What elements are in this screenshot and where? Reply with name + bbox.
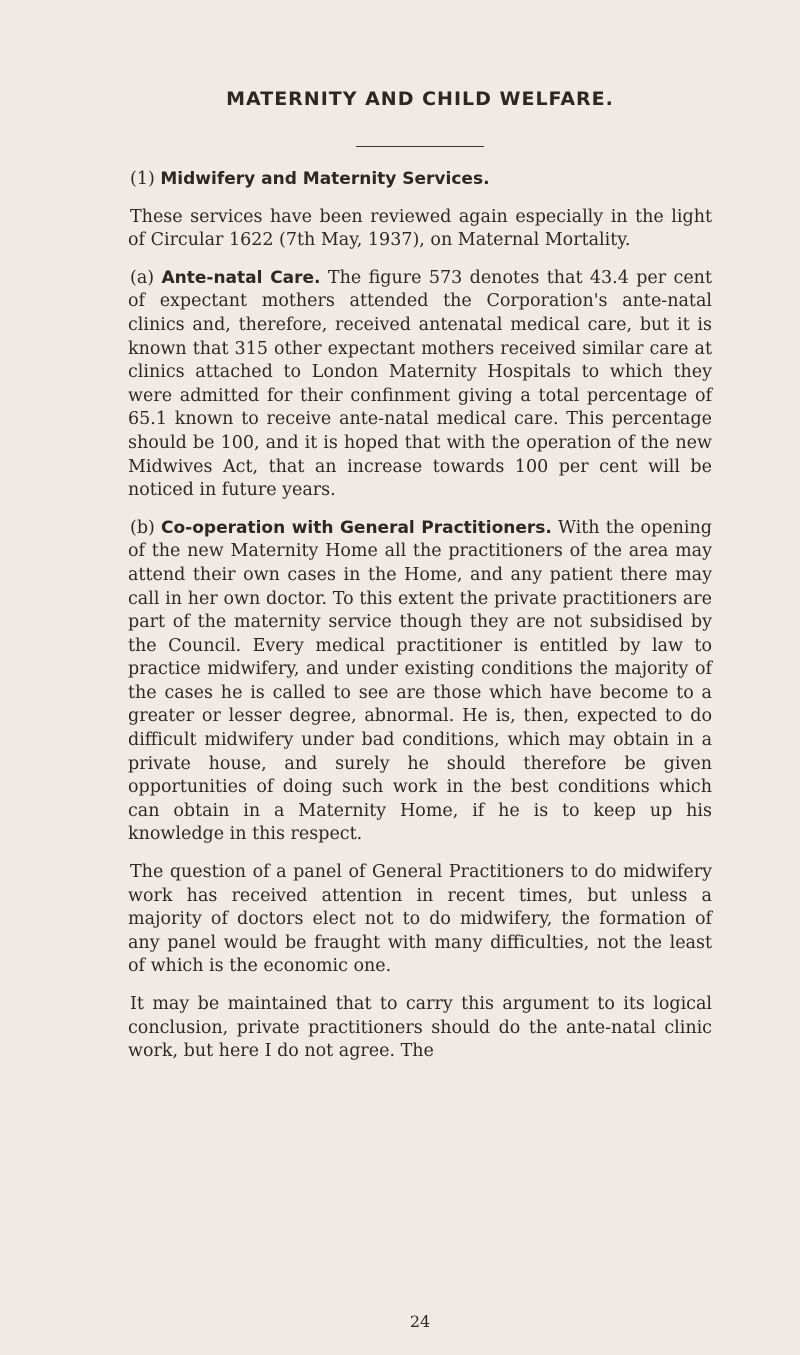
section-number: (1) (130, 169, 155, 189)
subsection-label-a: (a) (130, 267, 155, 288)
body-text (128, 168, 712, 1078)
subsection-label-b: (b) (130, 517, 155, 538)
page-number: 24 (409, 1312, 431, 1331)
section-heading (128, 168, 712, 192)
subsection-heading-b: Co-operation with General Practitioners. (161, 517, 552, 538)
paragraph-intro: These services have been reviewed again especially in the light of Circular 1622 (7th May, 1937), on Maternal Mortality. (128, 206, 712, 251)
subsection-heading-a: Ante-natal Care. (161, 267, 321, 288)
section-title: Midwifery and Maternity Services. (160, 169, 490, 189)
paragraph-argument: It may be maintained that to carry this argument to its logical conclusion, private practitioners should do the ante-natal clinic work, but here I do not agree. The (128, 994, 712, 1062)
title-divider (356, 146, 484, 147)
paragraph-co-operation (128, 517, 712, 847)
page-title: MATERNITY AND CHILD WELFARE. (226, 88, 614, 110)
paragraph-panel: The question of a panel of General Practitioners to do midwifery work has received attention in recent times, but unless a majority of doctors elect not to do midwifery, the formation of any panel would be fraught with many difficulties, not the least of which is the economic one. (128, 862, 712, 977)
subsection-text-a: The figure 573 denotes that 43.4 per cent of expectant mothers attended the Corporation's ante-natal clinics and, therefore, received antenatal medical care, but it is known that 315 other expectant mothers received similar care at clinics attached to London Maternity Hospitals to which they were admitted for their confinment giving a total percentage of 65.1 known to receive ante-natal medical care. This percentage should be 100, and it is hoped that with the operation of the new Midwives Act, that an increase towards 100 per cent will be noticed in future years. (128, 267, 712, 501)
paragraph-ante-natal (128, 267, 712, 503)
subsection-text-b: With the opening of the new Maternity Home all the practitioners of the area may attend their own cases in the Home, and any patient there may call in her own doctor. To this extent the private practitioners are part of the maternity service though they are not subsidised by the Council. Every medical practitioner is entitled by law to practice midwifery, and under existing conditions the majority of the cases he is called to see are those which have become to a greater or lesser degree, abnormal. He is, then, expected to do difficult midwifery under bad conditions, which may obtain in a private house, and surely he should therefore be given opportunities of doing such work in the best conditions which can obtain in a Maternity Home, if he is to keep up his knowledge in this respect. (128, 517, 712, 845)
